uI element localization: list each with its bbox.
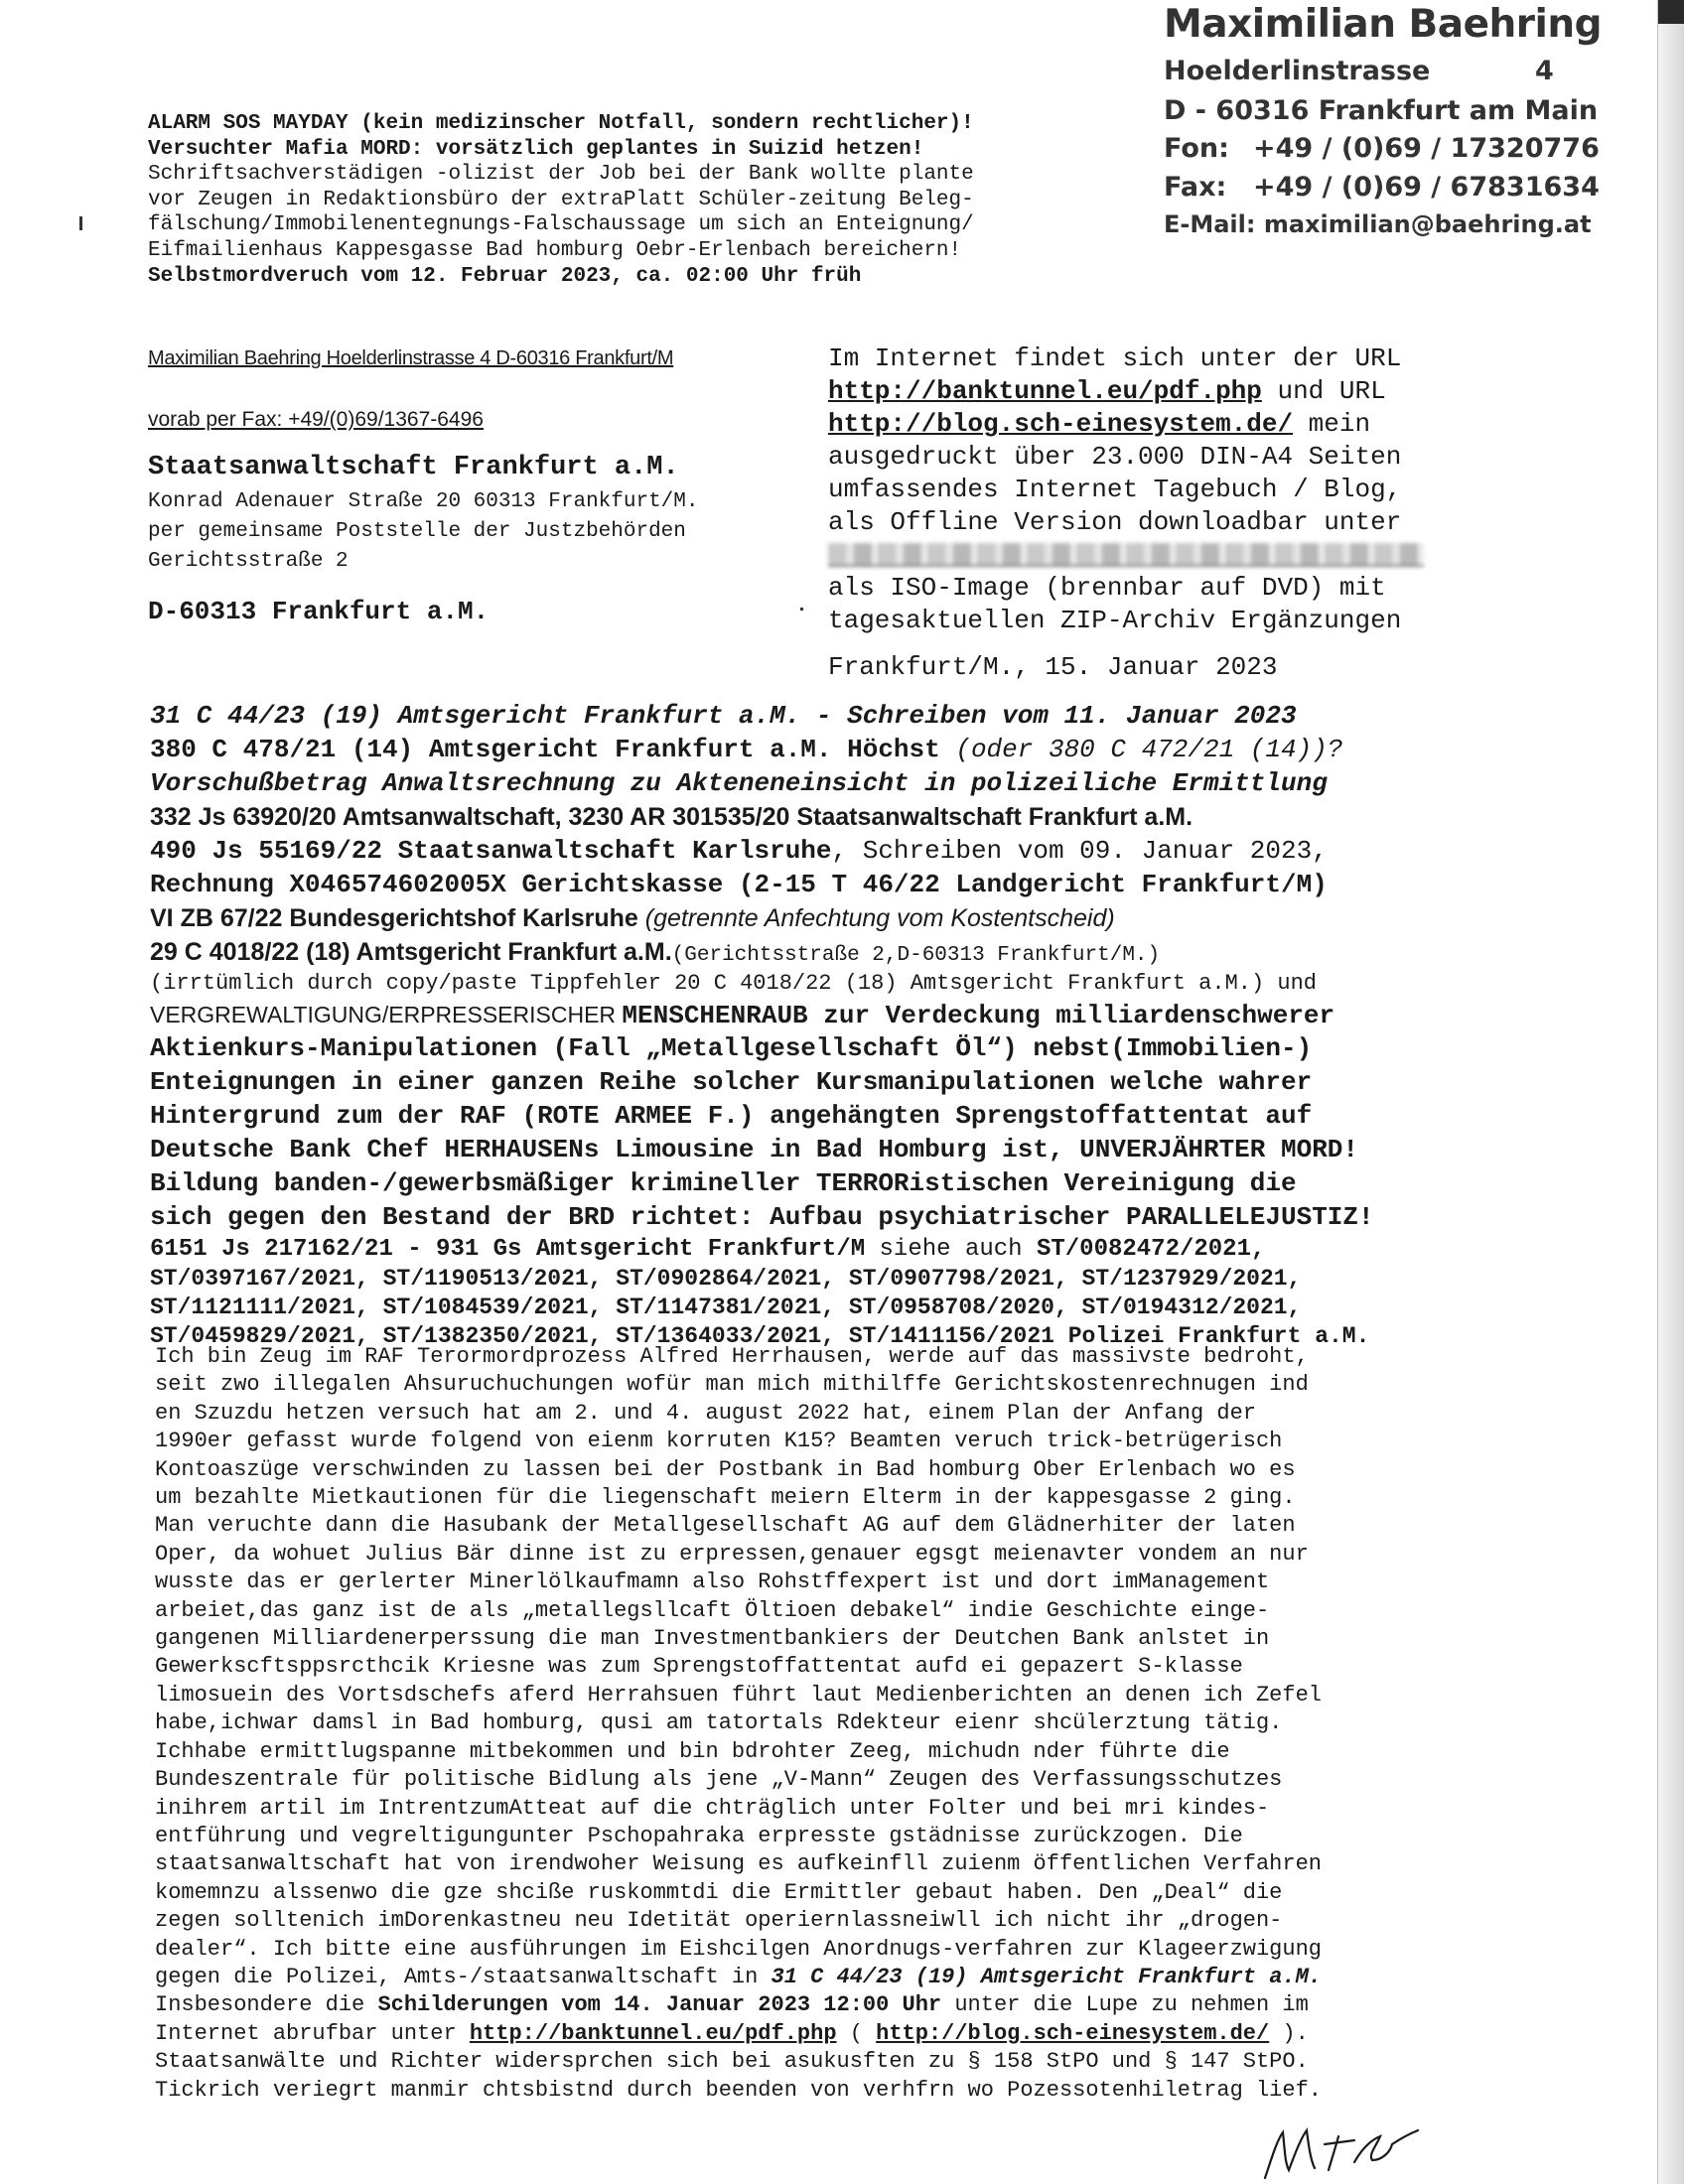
reference-block	[150, 699, 1374, 1351]
body-line: limosuein des Vortsdschefs aferd Herrahsuen führt laut Medienberichten an denen ich Zefel	[155, 1682, 1322, 1707]
body-line: wusste das er gerlerter Minerlölkaufmamn also Rohstffexpert ist und dort imManagement	[155, 1570, 1270, 1595]
body-line: komemnzu alssenwo die gze shciße ruskommtdi die Ermittler gebaut haben. Den „Deal“ die	[155, 1879, 1283, 1905]
reference-text: 380 C 478/21 (14) Amtsgericht Frankfurt a.M. Höchst	[150, 735, 940, 764]
letterhead-name: Maximilian Baehring	[1164, 2, 1603, 47]
alarm-line: vor Zeugen in Redaktionsbüro der extraPlatt Schüler-zeitung Beleg-	[148, 188, 974, 211]
url-link[interactable]: http://blog.sch-einesystem.de/	[828, 409, 1294, 439]
recipient-via: per gemeinsame Poststelle der Justzbehörden	[148, 520, 686, 543]
internet-note	[828, 342, 1424, 637]
reference-line: Bildung banden-/gewerbsmäßiger krimineller TERRORistischen Vereinigung die	[150, 1168, 1297, 1198]
letterhead-street: Hoelderlinstrasse	[1164, 56, 1431, 86]
body-text: ).	[1269, 2020, 1309, 2046]
reference-line: Hintergrund zum der RAF (ROTE ARMEE F.) angehängten Sprengstoffattentat auf	[150, 1101, 1313, 1131]
letter-body	[155, 1343, 1322, 2105]
reference-text: siehe auch	[865, 1236, 1037, 1263]
internet-line	[828, 408, 1424, 441]
reference-line	[150, 935, 1374, 969]
email-address: maximilian@baehring.at	[1263, 210, 1592, 238]
internet-text: mein	[1293, 409, 1371, 439]
body-line	[155, 2020, 1322, 2048]
body-text: Schilderungen vom 14. Januar 2023 12:00 Uhr	[377, 1992, 942, 2018]
body-line: Ichhabe ermittlugspanne mitbekommen und bin bdrohter Zeeg, michudn nder führte die	[155, 1738, 1230, 1764]
body-text: unter die Lupe zu nehmen im	[941, 1992, 1309, 2018]
reference-text: VI ZB 67/22 Bundesgerichtshof Karlsruhe	[150, 904, 638, 932]
body-line: Ich bin Zeug im RAF Terormordprozess Alfred Herrhausen, werde auf das massivste bedroht,	[155, 1344, 1309, 1369]
body-line: Kontoaszüge verschwinden zu lassen bei der Postbank in Bad homburg Ober Erlenbach wo es	[155, 1456, 1296, 1482]
alarm-line: Selbstmordveruch vom 12. Februar 2023, ca. 02:00 Uhr früh	[148, 264, 862, 288]
handwritten-signature	[1259, 2111, 1497, 2184]
body-line: habe,ichwar damsl in Bad homburg, qusi am tatortals Rdekteur eienr shcülerztung tätig.	[155, 1710, 1283, 1736]
body-line	[155, 1991, 1322, 2019]
alarm-line: Eifmailienhaus Kappesgasse Bad homburg Oebr-Erlenbach bereichern!	[148, 238, 962, 262]
body-line: en Szuzdu hetzen versuch hat am 2. und 4. august 2022 hat, einem Plan der Anfang der	[155, 1400, 1256, 1426]
reference-line: Vorschußbetrag Anwaltsrechnung zu Akteneneinsicht in polizeiliche Ermittlung	[150, 768, 1328, 798]
reference-line	[150, 733, 1374, 766]
stray-mark	[800, 608, 803, 611]
body-line: seit zwo illegalen Ahsuruchuchungen wofür man mich mithilffe Gerichtskostenrechnugen ind	[155, 1372, 1309, 1398]
url-link[interactable]: http://banktunnel.eu/pdf.php	[469, 2020, 837, 2046]
page-corner	[1658, 0, 1684, 24]
reference-line: Enteignungen in einer ganzen Reihe solcher Kursmanipulationen welche wahrer	[150, 1067, 1313, 1097]
recipient-name: Staatsanwaltschaft Frankfurt a.M.	[148, 453, 679, 482]
body-line: gangenen Milliardenerperssung die man Investmentbankiers der Deutchen Bank anlstet in	[155, 1626, 1270, 1652]
internet-text: und URL	[1261, 376, 1386, 406]
internet-line: tagesaktuellen ZIP-Archiv Ergänzungen	[828, 606, 1402, 635]
sender-address-line: Maximilian Baehring Hoelderlinstrasse 4 D-60316 Frankfurt/M	[148, 347, 674, 369]
body-line: Tickrich veriegrt manmir chtsbistnd durch beenden von verhfrn wo Pozessotenhiletrag lief.	[155, 2077, 1322, 2103]
reference-line: ST/0397167/2021, ST/1190513/2021, ST/0902864/2021, ST/0907798/2021, ST/1237929/2021,	[150, 1266, 1302, 1292]
internet-line	[828, 539, 1424, 572]
redacted-url	[828, 543, 1424, 567]
alarm-line: Schriftsachverstädigen -olizist der Job bei der Bank wollte plante	[148, 163, 974, 187]
reference-line: Rechnung X046574602005X Gerichtskasse (2-15 T 46/22 Landgericht Frankfurt/M)	[150, 870, 1328, 899]
internet-line	[828, 375, 1424, 408]
fax-advance-line: vorab per Fax: +49/(0)69/1367-6496	[148, 408, 484, 431]
body-line: um bezahlte Mietkautionen für die liegenschaft meiern Elterm in der kappesgasse 2 ging.	[155, 1485, 1296, 1511]
page-edge	[1657, 0, 1684, 2184]
body-text: Internet abrufbar unter	[155, 2020, 470, 2046]
body-line: arbeiet,das ganz ist de als „metallegsllcaft Öltioen debakel“ indie Geschichte einge-	[155, 1597, 1270, 1623]
phone-label: Fon:	[1164, 133, 1229, 164]
reference-text: ST/0082472/2021,	[1036, 1236, 1266, 1263]
reference-line: Aktienkurs-Manipulationen (Fall „Metallgesellschaft Öl“) nebst(Immobilien-)	[150, 1033, 1313, 1063]
fax-label: Fax:	[1164, 172, 1227, 203]
body-text: 31 C 44/23 (19) Amtsgericht Frankfurt a.M.	[771, 1964, 1323, 1989]
letterhead-fax	[1164, 172, 1600, 203]
internet-line: Im Internet findet sich unter der URL	[828, 343, 1402, 373]
reference-line	[150, 1234, 1374, 1265]
body-line: inihrem artil im IntrentzumAtteat auf die chträglich unter Folter und bei mri kindes-	[155, 1795, 1270, 1821]
body-line: Staatsanwälte und Richter widersprchen sich bei asukusften zu § 158 StPO und § 147 StPO.	[155, 2049, 1309, 2075]
phone-number: +49 / (0)69 / 17320776	[1253, 133, 1600, 164]
body-text: gegen die Polizei, Amts-/staatsanwaltschaft in	[155, 1964, 772, 1989]
reference-line: 31 C 44/23 (19) Amtsgericht Frankfurt a.M. - Schreiben vom 11. Januar 2023	[150, 701, 1297, 731]
body-line: dealer“. Ich bitte eine ausführungen im Eishcilgen Anordnugs-verfahren zur Klageerzwigung	[155, 1936, 1322, 1962]
body-line: staatsanwaltschaft hat von irendwoher Weisung es aufkeinfll zuienm öffentlichen Verfahren	[155, 1851, 1322, 1877]
reference-text: (getrennte Anfechtung vom Kostentscheid)	[637, 904, 1115, 932]
internet-line: umfassendes Internet Tagebuch / Blog,	[828, 475, 1402, 504]
reference-text: (oder 380 C 472/21 (14))?	[939, 735, 1343, 764]
alarm-line: Versuchter Mafia MORD: vorsätzlich geplantes in Suizid hetzen!	[148, 137, 924, 161]
reference-text: 6151 Js 217162/21 - 931 Gs Amtsgericht Frankfurt/M	[150, 1236, 866, 1263]
body-line: Man veruchte dann die Hasubank der Metallgesellschaft AG auf dem Glädnerhiter der laten	[155, 1513, 1296, 1539]
reference-line	[150, 901, 1374, 935]
reference-line: Deutsche Bank Chef HERHAUSENs Limousine in Bad Homburg ist, UNVERJÄHRTER MORD!	[150, 1135, 1358, 1164]
recipient-street: Konrad Adenauer Straße 20 60313 Frankfurt/M.	[148, 490, 699, 513]
reference-line	[150, 998, 1374, 1031]
recipient-city: D-60313 Frankfurt a.M.	[148, 597, 490, 626]
letter-date: Frankfurt/M., 15. Januar 2023	[828, 652, 1278, 682]
alarm-line: ALARM SOS MAYDAY (kein medizinscher Notfall, sondern rechtlicher)!	[148, 112, 974, 135]
alarm-line: fälschung/Immobilenentegnungs-Falschaussage um sich an Enteignung/	[148, 213, 974, 237]
body-line: Gewerkscftsppsrcthcik Kriesne was zum Sprengstoffattentat aufd ei gepazert S-klasse	[155, 1654, 1243, 1680]
body-line	[155, 1964, 1322, 1991]
reference-line: sich gegen den Bestand der BRD richtet: Aufbau psychiatrischer PARALLELEJUSTIZ!	[150, 1202, 1374, 1232]
reference-line: (irrtümlich durch copy/paste Tippfehler 20 C 4018/22 (18) Amtsgericht Frankfurt a.M.) und	[150, 971, 1317, 996]
fax-number: +49 / (0)69 / 67831634	[1253, 172, 1600, 203]
reference-text: , Schreiben vom 09. Januar 2023,	[831, 836, 1328, 866]
letterhead-city: D - 60316 Frankfurt am Main	[1164, 95, 1599, 126]
internet-line: als Offline Version downloadbar unter	[828, 507, 1402, 537]
url-link[interactable]: http://blog.sch-einesystem.de/	[876, 2020, 1270, 2046]
letterhead-street-number: 4	[1535, 56, 1554, 86]
reference-line: ST/1121111/2021, ST/1084539/2021, ST/1147381/2021, ST/0958708/2020, ST/0194312/2021,	[150, 1295, 1302, 1320]
reference-line: 332 Js 63920/20 Amtsanwaltschaft, 3230 AR 301535/20 Staatsanwaltschaft Frankfurt a.M.	[150, 803, 1193, 831]
body-line: entführung und vegreltigungunter Pschopahraka erpresste gstädnisse zurückzogen. Die	[155, 1823, 1243, 1848]
body-text: Insbesondere die	[155, 1992, 378, 2018]
letterhead-phone	[1164, 133, 1600, 164]
body-line: zegen solltenich imDorenkastneu neu Idetität operiernlassneiwll ich nicht ihr „drogen-	[155, 1908, 1283, 1934]
letterhead-email	[1164, 210, 1592, 238]
reference-text: 490 Js 55169/22 Staatsanwaltschaft Karlsruhe	[150, 836, 832, 866]
body-line: Bundeszentrale für politische Bidlung als jene „V-Mann“ Zeugen des Verfassungsschutzes	[155, 1767, 1283, 1793]
body-line: 1990er gefasst wurde folgend von eienm korruten K15? Beamten veruch trick-betrügerisch	[155, 1429, 1283, 1454]
reference-line: ST/0459829/2021, ST/1382350/2021, ST/1364033/2021, ST/1411156/2021 Polizei Frankfurt a.M.	[150, 1323, 1370, 1349]
recipient-street2: Gerichtsstraße 2	[148, 550, 349, 573]
reference-line	[150, 834, 1374, 868]
body-line: Oper, da wohuet Julius Bär dinne ist zu erpressen,genauer egsgt meienavter vondem an nur	[155, 1541, 1309, 1567]
reference-text: VERGREWALTIGUNG/ERPRESSERISCHER	[150, 1002, 623, 1027]
internet-line: als ISO-Image (brennbar auf DVD) mit	[828, 573, 1386, 603]
internet-line: ausgedruckt über 23.000 DIN-A4 Seiten	[828, 442, 1402, 472]
reference-text: 29 C 4018/22 (18) Amtsgericht Frankfurt a.M.	[150, 938, 672, 966]
body-text: (	[836, 2020, 877, 2046]
stray-mark	[79, 216, 82, 230]
reference-text: MENSCHENRAUB zur Verdeckung milliardenschwerer	[622, 1001, 1335, 1030]
url-link[interactable]: http://banktunnel.eu/pdf.php	[828, 376, 1262, 406]
alarm-notice	[148, 111, 974, 289]
reference-text: (Gerichtsstraße 2,D-60313 Frankfurt/M.)	[671, 944, 1161, 967]
email-label: E-Mail:	[1164, 210, 1256, 238]
